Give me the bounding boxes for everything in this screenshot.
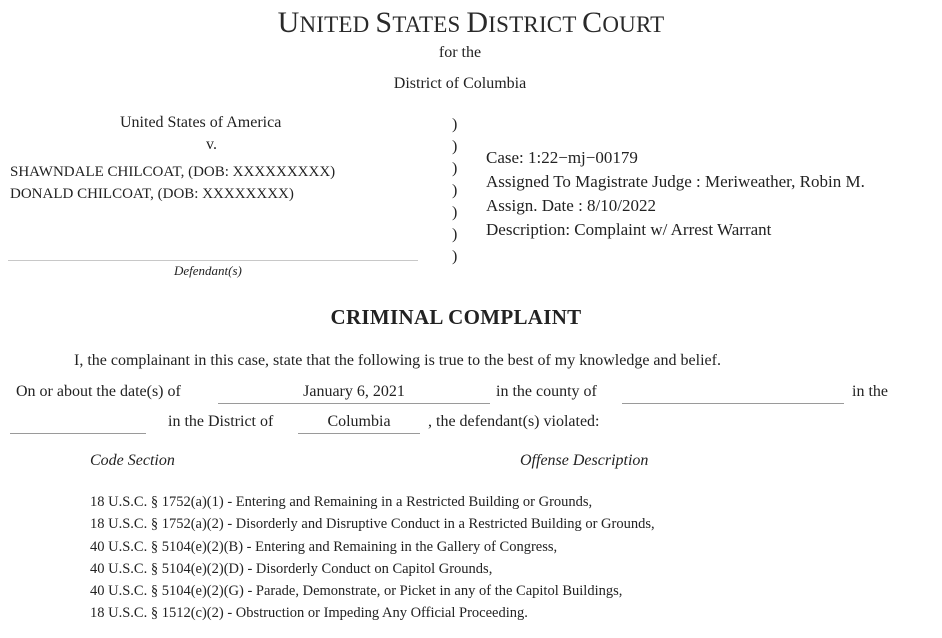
court-title-part: TATES xyxy=(392,12,467,37)
court-title xyxy=(0,6,942,40)
offense-item: 18 U.S.C. § 1752(a)(1) - Entering and Remaining in a Restricted Building or Grounds, xyxy=(90,494,593,510)
district-label: in the District of xyxy=(168,413,274,430)
court-title-part: D xyxy=(466,6,489,39)
in-the-label: in the xyxy=(852,383,888,400)
court-title-part: S xyxy=(375,6,393,39)
county-field xyxy=(622,383,844,404)
court-title-part: U xyxy=(277,6,300,39)
assign-date: Assign. Date : 8/10/2022 xyxy=(486,196,656,215)
defendant-name: SHAWNDALE CHILCOAT, (DOB: XXXXXXXXX) xyxy=(10,164,336,180)
case-description: Description: Complaint w/ Arrest Warrant xyxy=(486,220,772,239)
date-field: January 6, 2021 xyxy=(218,383,490,404)
offense-item: 18 U.S.C. § 1512(c)(2) - Obstruction or Impeding Any Official Proceeding. xyxy=(90,605,528,622)
county-label: in the county of xyxy=(496,383,597,400)
offense-item: 40 U.S.C. § 5104(e)(2)(D) - Disorderly Conduct on Capitol Grounds, xyxy=(90,560,493,577)
district-field: Columbia xyxy=(298,413,420,434)
violated-label: , the defendant(s) violated: xyxy=(428,413,600,430)
court-title-part: C xyxy=(582,6,603,39)
offense-description-header: Offense Description xyxy=(520,452,649,469)
offense-list xyxy=(90,491,655,625)
caption-parentheses: ) ) ) ) ) ) ) xyxy=(452,116,458,265)
assigned-judge: Assigned To Magistrate Judge : Meriweather, Robin M. xyxy=(486,172,865,191)
for-the-line: for the xyxy=(438,44,482,61)
blank-field xyxy=(10,413,146,434)
court-title-part: OURT xyxy=(602,12,665,37)
caption-divider xyxy=(8,260,418,261)
offense-item: 40 U.S.C. § 5104(e)(2)(G) - Parade, Demonstrate, or Picket in any of the Capitol Buildings, xyxy=(90,583,623,600)
offense-item: 18 U.S.C. § 1752(a)(2) - Disorderly and Disruptive Conduct in a Restricted Building or Grounds, xyxy=(90,516,655,533)
offense-item: 40 U.S.C. § 5104(e)(2)(B) - Entering and Remaining in the Gallery of Congress, xyxy=(90,538,558,555)
case-stamp xyxy=(486,146,865,242)
defendant-label: Defendant(s) xyxy=(174,263,242,278)
code-section-header: Code Section xyxy=(90,452,175,469)
court-title-part: ISTRICT xyxy=(488,12,583,37)
complaint-title: CRIMINAL COMPLAINT xyxy=(330,305,582,329)
versus-label: v. xyxy=(206,136,217,153)
date-label: On or about the date(s) of xyxy=(16,383,181,400)
case-number: Case: 1:22−mj−00179 xyxy=(486,148,638,167)
court-title-part: NITED xyxy=(299,12,376,37)
defendant-name: DONALD CHILCOAT, (DOB: XXXXXXXX) xyxy=(10,186,294,202)
complaint-intro: I, the complainant in this case, state that the following is true to the best of my knowledge and belief. xyxy=(74,352,721,369)
plaintiff-name: United States of America xyxy=(120,114,282,131)
district-name: District of Columbia xyxy=(393,75,527,92)
